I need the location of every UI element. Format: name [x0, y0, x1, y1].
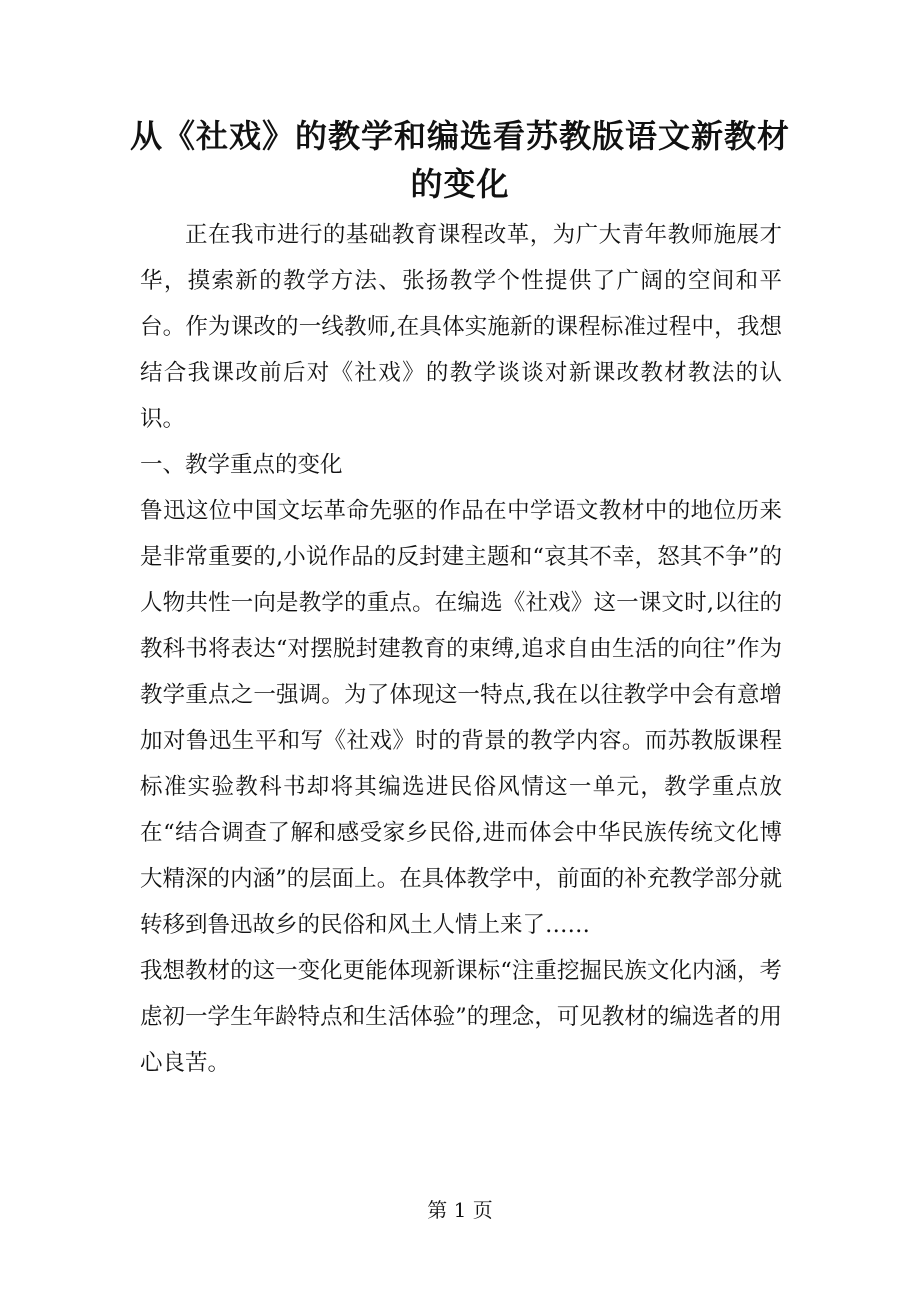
document-body — [140, 212, 782, 1086]
body-paragraph: 我想教材的这一变化更能体现新课标“注重挖掘民族文化内涵，考虑初一学生年龄特点和生活体验”的理念，可见教材的编选者的用心良苦。 — [140, 958, 782, 1076]
body-paragraph: 鲁迅这位中国文坛革命先驱的作品在中学语文教材中的地位历来是非常重要的,小说作品的反封建主题和“哀其不幸，怒其不争”的人物共性一向是教学的重点。在编选《社戏》这一课文时,以往的教科书将表达“对摆脱封建教育的束缚,追求自由生活的向往”作为教学重点之一强调。为了体现这一特点,我在以往教学中会有意增加对鲁迅生平和写《社戏》时的背景的教学内容。而苏教版课程标准实验教科书却将其编选进民俗风情这一单元，教学重点放在“结合调查了解和感受家乡民俗,进而体会中华民族传统文化博大精深的内涵”的层面上。在具体教学中，前面的补充教学部分就转移到鲁迅故乡的民俗和风土人情上来了…… — [140, 498, 782, 938]
intro-paragraph: 正在我市进行的基础教育课程改革，为广大青年教师施展才华，摸索新的教学方法、张扬教学个性提供了广阔的空间和平台。作为课改的一线教师,在具体实施新的课程标准过程中，我想结合我课改前后对《社戏》的教学谈谈对新课改教材教法的认识。 — [140, 222, 782, 432]
section-heading: 一、教学重点的变化 — [140, 452, 343, 478]
page-number: 第 1 页 — [427, 1198, 493, 1222]
document-title: 从《社戏》的教学和编选看苏教版语文新教材的变化 — [130, 117, 791, 203]
